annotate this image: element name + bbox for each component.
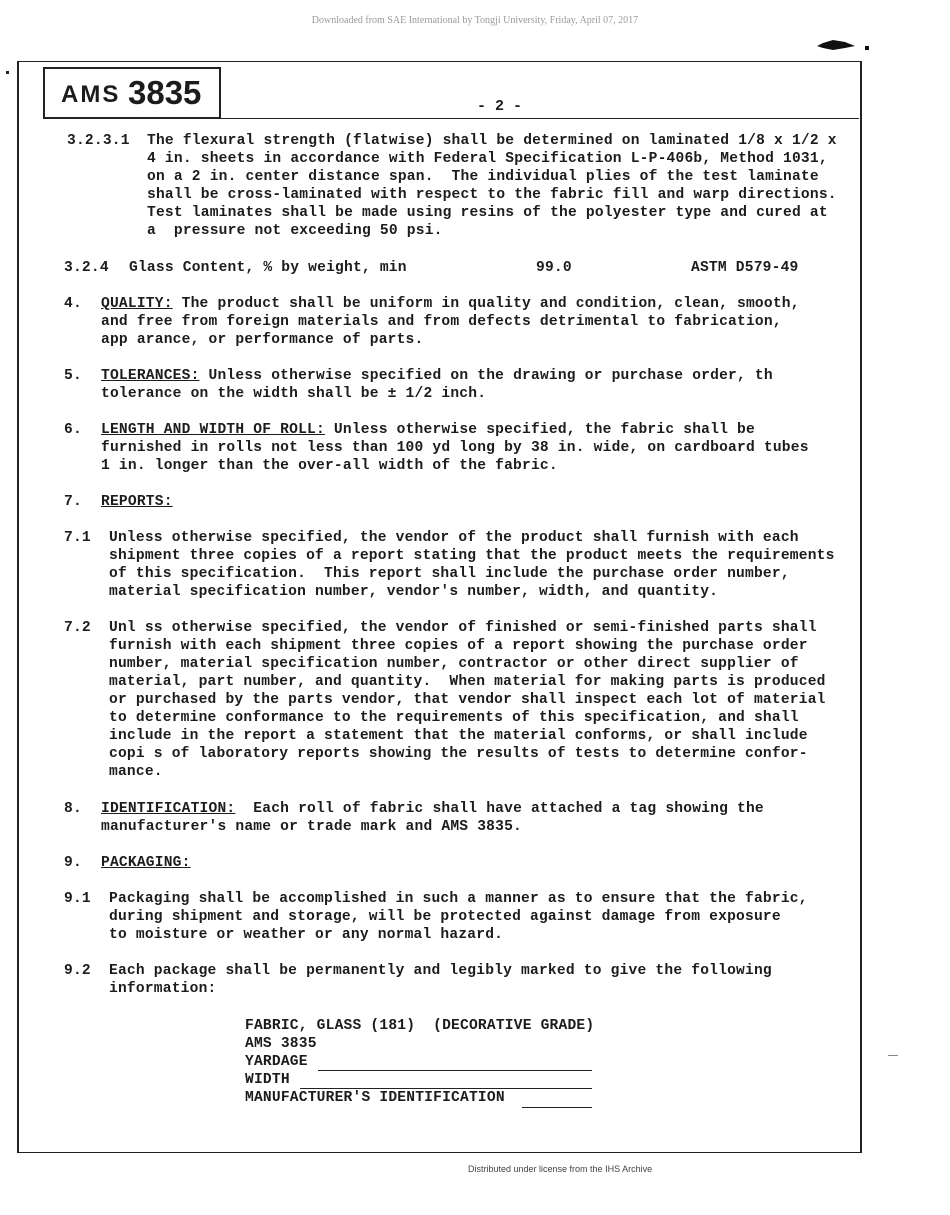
scan-speck <box>6 71 9 74</box>
paragraph-line: Unless otherwise specified, the fabric shall be <box>324 422 755 438</box>
paragraph-line: tolerance on the width shall be ± 1/2 inch. <box>101 386 487 402</box>
manufacturer-id-blank <box>522 1107 592 1108</box>
scan-dash <box>888 1055 898 1056</box>
section-number: 5. <box>64 368 82 384</box>
section-number: 7. <box>64 494 82 510</box>
paragraph-line: shipment three copies of a report stating that the product meets the requirements <box>109 548 835 564</box>
page-number: - 2 - <box>477 98 523 115</box>
paragraph-line: app arance, or performance of parts. <box>101 332 424 348</box>
header-rule <box>44 118 859 119</box>
test-method: ASTM D579-49 <box>691 260 799 276</box>
paragraph-line: Unless otherwise specified, the vendor of the product shall furnish with each <box>109 530 799 546</box>
paragraph-line: Each roll of fabric shall have attached a tag showing the <box>235 801 764 817</box>
section-number: 9. <box>64 855 82 871</box>
paragraph-line: copi s of laboratory reports showing the results of tests to determine confor- <box>109 746 808 762</box>
paragraph-line: of this specification. This report shall include the purchase order number, <box>109 566 790 582</box>
paragraph-line: The product shall be uniform in quality and condition, clean, smooth, <box>172 296 800 312</box>
section-number: 9.1 <box>64 891 91 907</box>
section-number: 7.2 <box>64 620 91 636</box>
section-title: PACKAGING: <box>101 855 191 871</box>
section-title: REPORTS: <box>101 494 173 510</box>
paragraph-line: information: <box>109 981 217 997</box>
section-title: IDENTIFICATION: <box>101 801 236 817</box>
paragraph-line: on a 2 in. center distance span. The individual plies of the test laminate <box>147 169 819 185</box>
paragraph-line: furnish with each shipment three copies of a report showing the purchase order <box>109 638 808 654</box>
paragraph-line: to determine conformance to the requirements of this specification, and shall <box>109 710 799 726</box>
paragraph-line: to moisture or weather or any normal hazard. <box>109 927 504 943</box>
paragraph-line: a pressure not exceeding 50 psi. <box>147 223 443 239</box>
paragraph-line: mance. <box>109 764 163 780</box>
paragraph-line: number, material specification number, contractor or other direct supplier of <box>109 656 799 672</box>
marking-line: WIDTH <box>245 1072 290 1088</box>
paragraph-line: Unless otherwise specified on the drawing or purchase order, th <box>199 368 773 384</box>
section-title: QUALITY: <box>101 296 173 312</box>
paragraph-line: The flexural strength (flatwise) shall be determined on laminated 1/8 x 1/2 x <box>147 133 837 149</box>
marking-line: FABRIC, GLASS (181) (DECORATIVE GRADE) <box>245 1018 595 1034</box>
marking-line: YARDAGE <box>245 1054 308 1070</box>
section-number: 8. <box>64 801 82 817</box>
license-note: Distributed under license from the IHS Archive <box>468 1164 653 1174</box>
paragraph-line: material specification number, vendor's number, width, and quantity. <box>109 584 719 600</box>
doc-prefix: AMS <box>61 81 121 108</box>
section-number: 7.1 <box>64 530 91 546</box>
yardage-blank <box>318 1070 592 1071</box>
scan-artifact-icon <box>815 38 875 54</box>
width-blank <box>300 1088 592 1089</box>
section-number: 6. <box>64 422 82 438</box>
paragraph-line: and free from foreign materials and from defects detrimental to fabrication, <box>101 314 782 330</box>
paragraph-line: furnished in rolls not less than 100 yd long by 38 in. wide, on cardboard tubes <box>101 440 809 456</box>
section-number: 3.2.4 <box>64 260 109 276</box>
property-value: 99.0 <box>536 260 572 276</box>
paragraph-line: or purchased by the parts vendor, that vendor shall inspect each lot of material <box>109 692 826 708</box>
paragraph-line: Each package shall be permanently and legibly marked to give the following <box>109 963 772 979</box>
paragraph-line: include in the report a statement that the material conforms, or shall include <box>109 728 808 744</box>
paragraph-line: 1 in. longer than the over-all width of the fabric. <box>101 458 558 474</box>
doc-number: 3835 <box>128 74 202 111</box>
paragraph-line: Unl ss otherwise specified, the vendor of finished or semi-finished parts shall <box>109 620 817 636</box>
section-title: TOLERANCES: <box>101 368 200 384</box>
marking-line: MANUFACTURER'S IDENTIFICATION <box>245 1090 505 1106</box>
section-number: 4. <box>64 296 82 312</box>
section-number: 3.2.3.1 <box>67 133 130 149</box>
marking-line: AMS 3835 <box>245 1036 317 1052</box>
paragraph-line: material, part number, and quantity. When material for making parts is produced <box>109 674 826 690</box>
property-label: Glass Content, % by weight, min <box>129 260 407 276</box>
paragraph-line: shall be cross-laminated with respect to the fabric fill and warp directions. <box>147 187 837 203</box>
paragraph-line: manufacturer's name or trade mark and AMS 3835. <box>101 819 523 835</box>
document-id-box <box>43 67 221 119</box>
download-note: Downloaded from SAE International by Tongji University, Friday, April 07, 2017 <box>311 15 639 26</box>
paragraph-line: Packaging shall be accomplished in such a manner as to ensure that the fabric, <box>109 891 808 907</box>
section-title: LENGTH AND WIDTH OF ROLL: <box>101 422 325 438</box>
paragraph-line: during shipment and storage, will be protected against damage from exposure <box>109 909 781 925</box>
section-number: 9.2 <box>64 963 91 979</box>
paragraph-line: 4 in. sheets in accordance with Federal Specification L-P-406b, Method 1031, <box>147 151 828 167</box>
paragraph-line: Test laminates shall be made using resins of the polyester type and cured at <box>147 205 828 221</box>
